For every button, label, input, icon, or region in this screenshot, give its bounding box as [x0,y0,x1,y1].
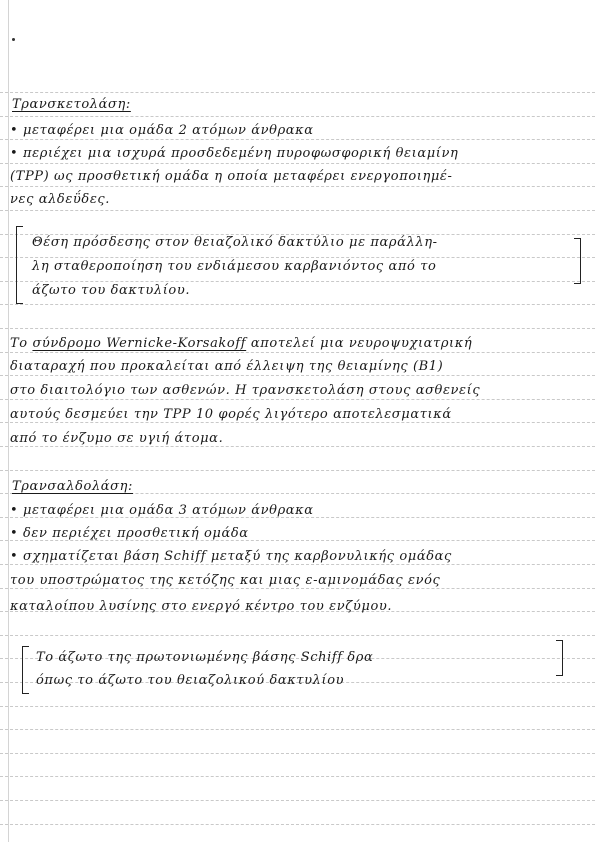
paragraph-line: διαταραχή που προκαλείται από έλλειψη της θειαμίνης (B1) [10,359,444,374]
text-line: νες αλδεΰδες. [10,192,111,207]
section-heading-transaldolase: Τρανσαλδολάση: [12,479,134,494]
rule-line [0,304,595,305]
text-line: καταλοίπου λυσίνης στο ενεργό κέντρο του ενζύμου. [10,599,393,614]
rule-line [0,328,595,329]
paragraph-suffix: αποτελεί μια νευροψυχιατρική [246,336,473,351]
note-bracket-right [574,238,581,284]
text-line: (TPP) ως προσθετική ομάδα η οποία μεταφέρει ενεργοποιημέ- [10,169,453,184]
list-item: • περιέχει μια ισχυρά προσδεδεμένη πυροφωσφορική θειαμίνη [10,146,459,161]
rule-line [0,92,595,93]
note-bracket-left [16,226,23,304]
list-item: • μεταφέρει μια ομάδα 2 ατόμων άνθρακα [10,123,314,138]
list-item: • δεν περιέχει προσθετική ομάδα [10,526,249,541]
paragraph-line: από το ένζυμο σε υγιή άτομα. [10,431,224,446]
rule-line [0,729,595,730]
rule-line [0,706,595,707]
note-line: όπως το άζωτο του θειαζολικού δακτυλίου [36,673,345,688]
note-bracket-left [22,646,29,694]
rule-line [0,635,595,636]
note-line: άζωτο του δακτυλίου. [32,283,191,298]
syndrome-term: σύνδρομο Wernicke-Korsakoff [32,336,247,351]
rule-line [0,776,595,777]
rule-line [0,824,595,825]
rule-line [0,800,595,801]
page-mark [12,38,15,41]
list-item: • μεταφέρει μια ομάδα 3 ατόμων άνθρακα [10,503,314,518]
text-line: του υποστρώματος της κετόζης και μιας ε-αμινομάδας ενός [10,573,441,588]
note-line: Το άζωτο της πρωτονιωμένης βάσης Schiff δρα [36,650,374,665]
paragraph-line [10,333,590,355]
note-line: Θέση πρόσδεσης στον θειαζολικό δακτύλιο με παράλλη- [32,235,438,250]
list-item: • σχηματίζεται βάση Schiff μεταξύ της καρβονυλικής ομάδας [10,549,452,564]
margin-line [8,0,9,842]
paragraph-line: στο διαιτολόγιο των ασθενών. Η τρανσκετολάση στους ασθενείς [10,383,481,398]
paragraph-line: αυτούς δεσμεύει την TPP 10 φορές λιγότερο αποτελεσματικά [10,407,452,422]
rule-line [0,116,595,117]
note-line: λη σταθεροποίηση του ενδιάμεσου καρβανιόντος από το [32,259,437,274]
note-bracket-right [556,640,563,676]
paragraph-prefix: Το [10,336,33,351]
rule-line [0,753,595,754]
section-heading-transketolase: Τρανσκετολάση: [12,97,131,112]
rule-line [0,470,595,471]
